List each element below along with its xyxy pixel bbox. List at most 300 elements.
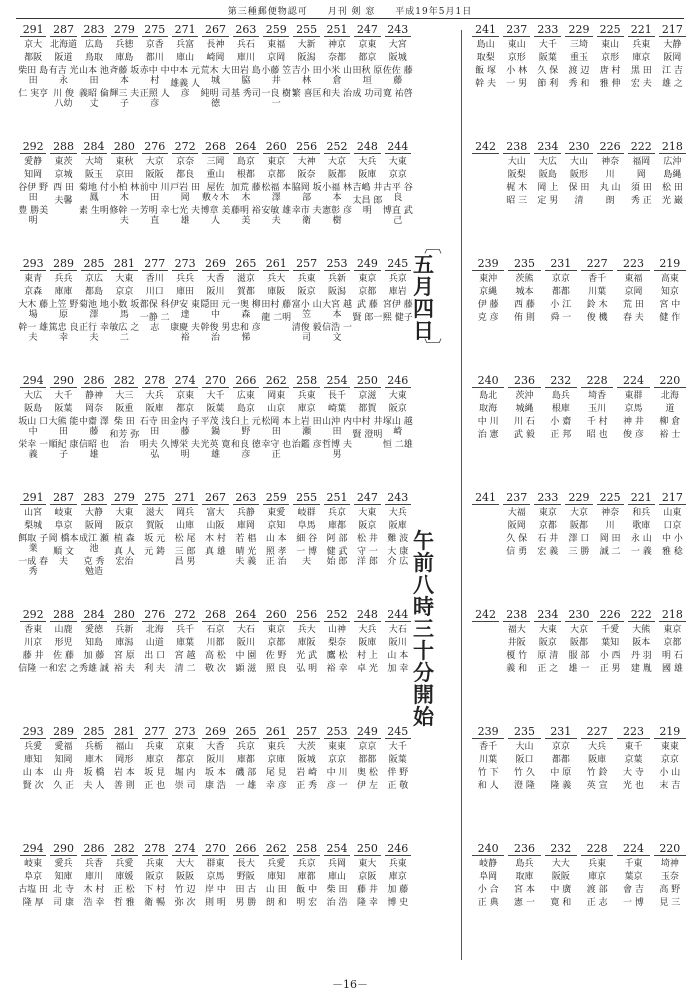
surname: 小福 林本 [322, 183, 352, 203]
given-name: 光英 寛雄 [200, 440, 231, 460]
entry [470, 24, 501, 141]
team: 阪城 [388, 53, 407, 63]
surname: 服 部 [568, 651, 590, 661]
entry-number: 281 [111, 726, 137, 739]
given-name: 春 夫 [623, 313, 644, 323]
entry [170, 141, 200, 258]
prefecture: 北海道 [50, 40, 78, 50]
team: 京都 [663, 638, 682, 648]
entry-number: 257 [293, 258, 319, 271]
entry-number: 287 [50, 492, 76, 505]
entry [657, 24, 688, 141]
entry-number: 288 [50, 609, 76, 622]
given-name: 崇 司 [174, 781, 196, 791]
entry-number: 229 [565, 24, 592, 37]
prefecture: 兵東 [297, 274, 316, 284]
team: 鳥取 [84, 53, 103, 63]
surname: 江 吉 [661, 66, 683, 76]
team: 京葉 [624, 755, 643, 765]
entry [626, 492, 657, 609]
surname: 小 西 [599, 651, 621, 661]
entry [506, 843, 542, 960]
surname: 大木 藤場 [18, 300, 49, 320]
entry-number: 266 [233, 375, 259, 388]
given-name: 國 雄 [661, 664, 683, 674]
entry-number: 239 [472, 726, 504, 739]
surname: 久 保 [506, 534, 528, 544]
entry-number: 236 [508, 843, 540, 856]
surname: 宮伊 藤 [382, 300, 413, 310]
team: 阪庫 [358, 638, 377, 648]
entry-number: 219 [654, 726, 686, 739]
surname: 戸岩 田岡 [170, 183, 201, 203]
column-divider [461, 30, 462, 960]
entry-number: 224 [617, 375, 649, 388]
prefecture: 大静 [663, 40, 682, 50]
entry [231, 492, 261, 609]
given-name: 幹 夫 [475, 79, 496, 89]
prefecture: 香川 [145, 274, 164, 284]
given-name: 照 良 [265, 664, 287, 674]
prefecture: 東福 [267, 40, 286, 50]
entry-number: 269 [202, 726, 228, 739]
given-name: 信昭 也雄 [79, 440, 109, 460]
given-name: 賢 澄明 [352, 430, 383, 440]
prefecture: 東東 [328, 742, 347, 752]
prefecture: 兵東 [632, 40, 651, 50]
surname: 小 林 [506, 66, 528, 76]
given-name: 舜 一 [550, 313, 572, 323]
team: 阪京 [115, 521, 134, 531]
given-name: 宏 夫 [630, 79, 652, 89]
surname: 澤 口 [568, 534, 590, 544]
given-name: 一成 春秀 [18, 557, 49, 577]
given-name: 真 人 宏治 [113, 547, 135, 567]
given-name: 幹俊 男治 [200, 323, 231, 343]
team: 阪島 [24, 404, 43, 414]
given-name: 順 文 夫 [53, 547, 74, 567]
given-name: 加 幸 [387, 664, 409, 674]
surname: 山 本 [22, 768, 44, 778]
entry-number: 253 [324, 258, 350, 271]
entry-number: 290 [50, 375, 76, 388]
given-name: 一 博 夫 [296, 547, 318, 567]
surname: 臼上 元野 [230, 417, 261, 437]
prefecture: 滋大 [145, 508, 164, 518]
team: 京岡 [267, 53, 286, 63]
team: 京京 [388, 170, 407, 180]
given-name: 明夫 久弘 [139, 440, 170, 460]
given-name: 秀 和 [568, 79, 590, 89]
entry [322, 726, 352, 843]
entry-number: 238 [503, 609, 530, 622]
entry [657, 492, 688, 609]
entry [506, 258, 542, 375]
surname: 高 松 [205, 651, 226, 661]
given-name: 賢 郎一 [352, 313, 383, 323]
given-name: 武 毅 [514, 430, 535, 440]
given-name: 治鑑 彦 [291, 440, 322, 450]
surname: 吉嶋 井 [352, 183, 383, 193]
surname: 松 尾 [174, 534, 196, 544]
given-name: 男 勝 [235, 898, 257, 908]
surname: 塚山 越崎 [382, 417, 413, 437]
given-name: 久 正 [53, 781, 74, 791]
team: 京田 [115, 170, 134, 180]
surname: 松岡 本田 [261, 417, 292, 437]
entry-number: 238 [503, 141, 530, 154]
given-name: 正 之 [537, 664, 559, 674]
entry-number: 264 [233, 609, 259, 622]
prefecture: 大兵 [358, 157, 377, 167]
given-name: 正 秀 [296, 781, 318, 791]
team: 庫京 [145, 755, 164, 765]
surname: 永 山 [630, 534, 652, 544]
surname: 鈴 木 [586, 300, 608, 310]
page-header [0, 4, 700, 17]
surname: 伴 野 [387, 768, 409, 778]
team: 川葉 [479, 755, 498, 765]
entry-number: 279 [111, 492, 137, 505]
entry-number: 248 [354, 609, 380, 622]
entry [352, 726, 382, 843]
prefecture: 岐東 [54, 508, 73, 518]
entry [652, 375, 688, 492]
given-name: 七光 夫雄 [170, 206, 201, 226]
given-name: 博栄 夫明 [170, 440, 201, 460]
team: 阜岡 [479, 872, 498, 882]
entry-number: 262 [263, 375, 289, 388]
entry-number: 233 [534, 24, 561, 37]
given-name: 真 雄 [205, 547, 226, 557]
surname: 保 田 [568, 183, 590, 193]
given-name: 幸市 夫衛 [291, 206, 322, 226]
prefecture: 島兵 [551, 391, 570, 401]
entry [48, 492, 78, 609]
entry-number: 242 [472, 141, 499, 154]
entry [383, 843, 413, 960]
given-name: 彦 一 [326, 781, 348, 791]
entry [231, 141, 261, 258]
team: 都都 [551, 755, 570, 765]
team: 阪都 [328, 170, 347, 180]
team: 阪岡 [663, 53, 682, 63]
surname: 大 寺 [623, 768, 644, 778]
entry-number: 250 [354, 375, 380, 388]
entry-number: 231 [545, 726, 577, 739]
given-name: 藤明 裕美 [230, 206, 261, 226]
prefecture: 兵京 [297, 859, 316, 869]
given-name: 清 二 [174, 664, 196, 674]
given-name: 定 男 [537, 196, 559, 206]
team: 岡 [636, 170, 646, 180]
entry-number: 251 [324, 24, 350, 37]
entry [595, 141, 626, 258]
prefecture: 兵東 [145, 859, 164, 869]
entry [79, 726, 109, 843]
given-name: 大 康 介 広 [387, 547, 409, 567]
entry-number: 223 [617, 726, 649, 739]
surname: 坂 本 [205, 768, 226, 778]
prefecture: 兵新 [115, 625, 134, 635]
prefecture: 京東 [358, 40, 377, 50]
prefecture: 兵愛 [24, 742, 43, 752]
given-name: 雄 之 [661, 79, 683, 89]
team: 根都 [236, 170, 255, 180]
entry [543, 726, 579, 843]
entry-number: 245 [385, 726, 411, 739]
entry [48, 24, 78, 141]
entry-number: 227 [581, 726, 613, 739]
entry-number: 233 [534, 492, 561, 505]
team: 庫潟 [115, 638, 134, 648]
surname: 正 松 [113, 885, 135, 895]
team: 都川 [145, 53, 164, 63]
surname: 小数 坂馬 [109, 300, 140, 320]
prefecture: 埼神 [660, 859, 679, 869]
given-name: 明 宏 [296, 898, 318, 908]
prefecture: 三岡 [206, 157, 225, 167]
given-name: 寛 和 [550, 898, 572, 908]
entry [291, 726, 321, 843]
prefecture: 大香 [206, 742, 225, 752]
team: 阪葉 [54, 404, 73, 414]
entry [48, 609, 78, 726]
entry-number: 252 [324, 141, 350, 154]
prefecture: 千愛 [601, 625, 620, 635]
given-name: 川 俊 八幼 [53, 89, 74, 109]
entry [470, 726, 506, 843]
entry-number: 290 [50, 843, 76, 856]
entry-number: 234 [534, 141, 561, 154]
given-name: 三 郎 昌 男 [174, 547, 196, 567]
entry-number: 271 [172, 24, 198, 37]
surname: 木 村 [205, 534, 226, 544]
surname: 都保 科 [139, 300, 170, 310]
entry-number: 275 [142, 492, 168, 505]
given-name: 清 [574, 196, 584, 206]
given-name: 克 彦 [477, 313, 499, 323]
entry [231, 726, 261, 843]
entry-number: 234 [534, 609, 561, 622]
team: 阪葉 [538, 53, 557, 63]
prefecture: 兵岡 [328, 859, 347, 869]
surname: 岩 崎 [296, 768, 318, 778]
given-name: 信浩 一文 [322, 323, 352, 343]
entry [18, 609, 48, 726]
prefecture: 大三 [115, 391, 134, 401]
surname: 下 村 [144, 885, 166, 895]
team: 賀阪 [145, 521, 164, 531]
entry [657, 141, 688, 258]
given-name: 隆 厚 [22, 898, 44, 908]
entry-number: 260 [263, 141, 289, 154]
team: 阪城 [297, 755, 316, 765]
surname: 榎 竹 [506, 651, 528, 661]
given-name: 夫 人 [83, 781, 105, 791]
prefecture: 茨沖 [515, 391, 534, 401]
prefecture: 大大 [176, 859, 195, 869]
team: 京森 [24, 287, 43, 297]
team: 阪川 [206, 287, 225, 297]
surname: 富小 山笠 [291, 300, 322, 320]
given-name: 健 武 始 郎 [326, 547, 348, 567]
given-name: 正 男 [599, 664, 621, 674]
given-name: 衛 暢 [144, 898, 166, 908]
prefecture: 京東 [176, 391, 195, 401]
team: 阪梨 [507, 170, 526, 180]
given-name: 裕 士 [659, 430, 681, 440]
surname: 尾 見 [265, 768, 287, 778]
given-name: 元 鋳 [144, 547, 166, 557]
prefecture: 大東 [358, 508, 377, 518]
team: 庫庫 [54, 287, 73, 297]
entry [18, 726, 48, 843]
prefecture: 群東 [206, 859, 225, 869]
given-name: 昭 也 [586, 430, 608, 440]
entry [79, 609, 109, 726]
team: 岡形 [115, 755, 134, 765]
surname: 小柏 林木 [109, 183, 140, 203]
team: 庫木 [84, 755, 103, 765]
team: 奈都 [328, 53, 347, 63]
entry [579, 375, 615, 492]
entry-number: 228 [581, 375, 613, 388]
entry [383, 609, 413, 726]
prefecture: 京香 [145, 40, 164, 50]
entry [579, 726, 615, 843]
entry-number: 225 [597, 24, 624, 37]
entry [563, 492, 594, 609]
entry [261, 24, 291, 141]
team: 庫山 [176, 53, 195, 63]
entry-number: 273 [172, 726, 198, 739]
team: 山阪 [206, 521, 225, 531]
entry-number: 291 [20, 492, 46, 505]
surname: 出 口 [144, 651, 166, 661]
entry-number: 275 [142, 24, 168, 37]
entry-number: 268 [202, 609, 228, 622]
prefecture: 京広 [84, 274, 103, 284]
prefecture: 大山 [569, 157, 588, 167]
entry-number: 291 [20, 24, 46, 37]
entry-number: 263 [233, 492, 259, 505]
entry-number: 252 [324, 609, 350, 622]
prefecture: 大京 [328, 157, 347, 167]
entry [652, 258, 688, 375]
surname: 小 合 [477, 885, 499, 895]
entry [322, 843, 352, 960]
surname: 藤 井 [356, 885, 378, 895]
given-name: 哲博 夫男 [322, 440, 352, 460]
surname: 山 本 [265, 534, 287, 544]
prefecture: 香千 [588, 274, 607, 284]
surname: 吉小 田林 [291, 66, 322, 86]
entry [291, 141, 321, 258]
team: 崎岡 [206, 53, 225, 63]
prefecture: 兵愛 [115, 859, 134, 869]
entry-number: 241 [472, 492, 499, 505]
prefecture: 神奈 [601, 508, 620, 518]
prefecture: 大千 [54, 391, 73, 401]
prefecture: 大東 [115, 508, 134, 518]
prefecture: 島京 [236, 157, 255, 167]
entry-number: 251 [324, 492, 350, 505]
entry-number: 232 [545, 843, 577, 856]
prefecture: 愛徳 [84, 625, 103, 635]
entry [140, 258, 170, 375]
entry-number: 222 [628, 141, 655, 154]
entry [291, 258, 321, 375]
team: 道 [665, 404, 675, 414]
given-name: 治 浩 [326, 898, 348, 908]
entry-number: 271 [172, 492, 198, 505]
entry-number: 277 [142, 258, 168, 271]
entry-number: 266 [233, 843, 259, 856]
prefecture: 福大 [507, 625, 526, 635]
surname: 一奥 柳森 [230, 300, 261, 320]
entry [652, 843, 688, 960]
prefecture: 福山 [115, 742, 134, 752]
surname: 鷹 松 [326, 651, 348, 661]
given-name: 一 男 [506, 79, 528, 89]
prefecture: 東茨 [54, 157, 73, 167]
surname: 中 廣 [550, 885, 572, 895]
team: 京形 [507, 53, 526, 63]
surname: 渡 部 [586, 885, 608, 895]
prefecture: 東青 [24, 274, 43, 284]
entry [470, 609, 501, 726]
issue-date: 平成19年5月1日 [395, 7, 473, 17]
entry-number: 286 [81, 375, 107, 388]
surname: 田岩 島脇 [230, 66, 261, 86]
prefecture: 大茨 [297, 742, 316, 752]
prefecture: 北海 [145, 625, 164, 635]
prefecture: 京奈 [176, 157, 195, 167]
prefecture: 大東 [115, 274, 134, 284]
given-name: 博章 美人 [200, 206, 231, 226]
entry [109, 609, 139, 726]
team: 阪庫 [145, 404, 164, 414]
given-name: 雄義 人彦 [170, 79, 201, 99]
given-name: 雅 伸 [599, 79, 621, 89]
team: 梨城 [24, 521, 43, 531]
team: 京京 [328, 755, 347, 765]
team: 山庫 [176, 521, 195, 531]
given-name: 建 胤 [630, 664, 652, 674]
entry-number: 284 [81, 141, 107, 154]
given-name: 豊 勝美明 [18, 206, 49, 226]
entry [595, 609, 626, 726]
surname: 加 藤 [387, 885, 409, 895]
surname: 西 藤 [514, 300, 535, 310]
surname: 宮 越 [174, 651, 196, 661]
entry [48, 843, 78, 960]
surname: 石寺 田田 [139, 417, 170, 437]
entry [615, 726, 651, 843]
entry [261, 492, 291, 609]
prefecture: 大兵 [388, 508, 407, 518]
entry-number: 265 [233, 258, 259, 271]
team: 重玉 [569, 53, 588, 63]
team: 庫阪 [297, 638, 316, 648]
team: 歌庫 [632, 521, 651, 531]
entry-number: 256 [293, 609, 319, 622]
prefecture: 茨熊 [515, 274, 534, 284]
given-name: 信隆 一 [18, 664, 49, 674]
prefecture: 兵東 [388, 859, 407, 869]
entry-number: 261 [263, 258, 289, 271]
